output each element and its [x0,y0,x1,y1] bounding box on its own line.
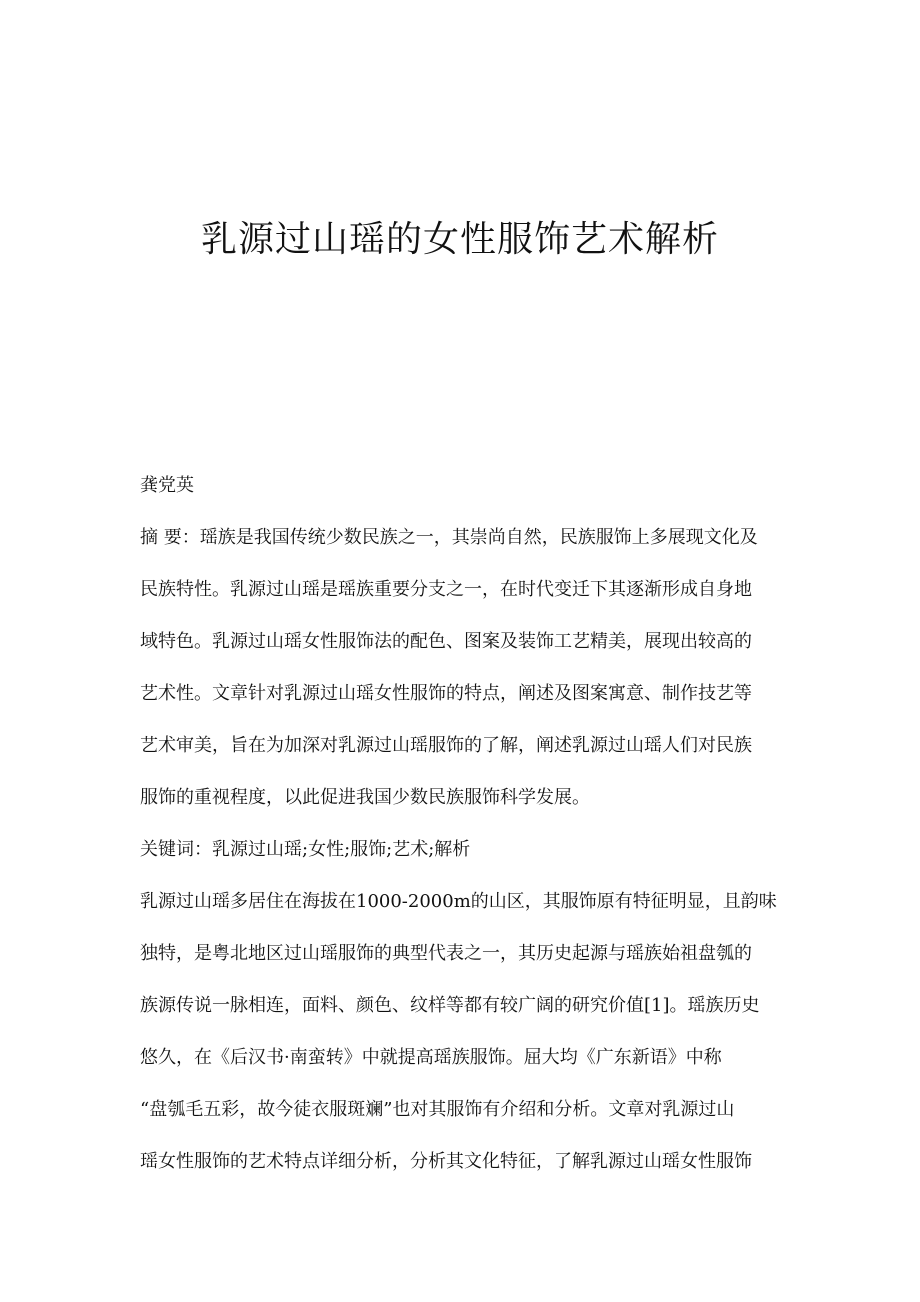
abstract-line: 摘 要：瑶族是我国传统少数民族之一，其崇尚自然，民族服饰上多展现文化及 [140,527,758,548]
body-line: 族源传说一脉相连，面料、颜色、纹样等都有较广阔的研究价值[1]。瑶族历史 [140,995,760,1016]
document-title: 乳源过山瑶的女性服饰艺术解析 [200,219,719,260]
body-line: “盘瓠毛五彩，故今徒衣服斑斓”也对其服饰有介绍和分析。文章对乳源过山 [140,1099,735,1120]
body-line: 乳源过山瑶多居住在海拔在1000-2000m的山区，其服饰原有特征明显，且韵味 [140,891,777,912]
body-paragraph [140,876,785,1188]
keywords-line: 关键词：乳源过山瑶;女性;服饰;艺术;解析 [140,839,471,860]
keywords-paragraph [140,824,785,876]
body-line: 独特，是粤北地区过山瑶服饰的典型代表之一，其历史起源与瑶族始祖盘瓠的 [140,943,752,964]
body-line: 悠久，在《后汉书·南蛮转》中就提高瑶族服饰。屈大均《广东新语》中称 [140,1047,722,1068]
body-line: 瑶女性服饰的艺术特点详细分析，分析其文化特征，了解乳源过山瑶女性服饰 [140,1151,752,1172]
abstract-line: 民族特性。乳源过山瑶是瑶族重要分支之一，在时代变迁下其逐渐形成自身地 [140,579,752,600]
abstract-line: 艺术审美，旨在为加深对乳源过山瑶服饰的了解，阐述乳源过山瑶人们对民族 [140,735,752,756]
abstract-line: 艺术性。文章针对乳源过山瑶女性服饰的特点，阐述及图案寓意、制作技艺等 [140,683,752,704]
abstract-line: 域特色。乳源过山瑶女性服饰法的配色、图案及装饰工艺精美，展现出较高的 [140,631,752,652]
abstract-paragraph [140,512,785,824]
document-content [140,460,785,1188]
abstract-line: 服饰的重视程度，以此促进我国少数民族服饰科学发展。 [140,787,590,808]
author-name: 龚党英 [140,475,194,496]
